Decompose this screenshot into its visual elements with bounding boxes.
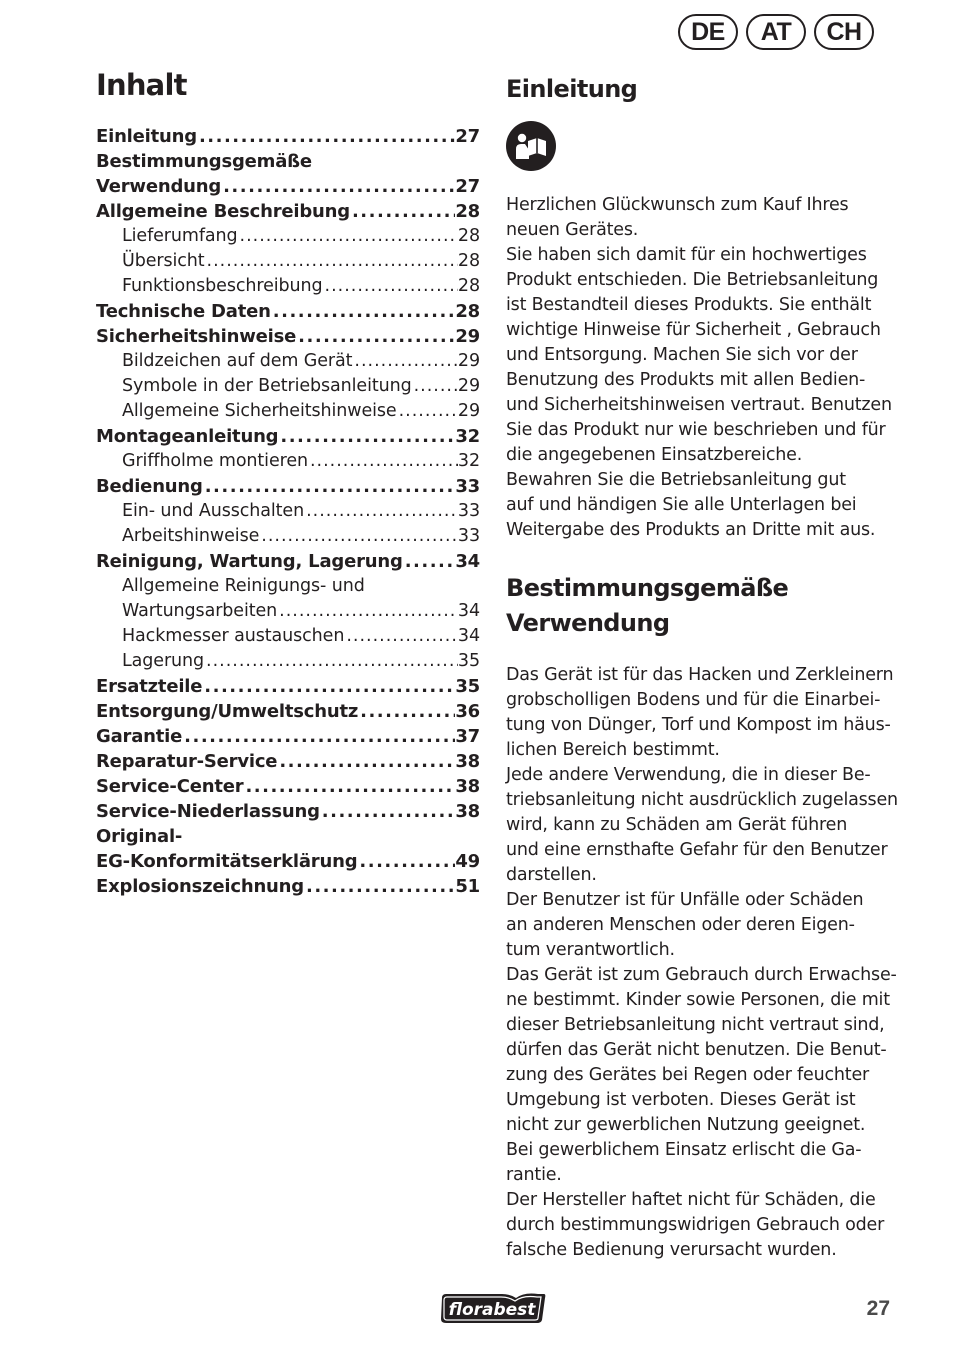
toc-entry-label: Griffholme montieren (122, 451, 308, 471)
toc-entry-label: Allgemeine Reinigungs- und (122, 576, 365, 596)
page-number: 27 (866, 1297, 890, 1320)
text-line: dürfen das Gerät nicht benutzen. Die Benut- (506, 1040, 887, 1060)
text-line: ne bestimmt. Kinder sowie Personen, die mit (506, 990, 890, 1010)
country-badge-at: AT (746, 14, 806, 50)
toc-entry-page: 35 (455, 676, 480, 697)
text-line: wichtige Hinweise für Sicherheit , Gebrauch (506, 320, 881, 340)
toc-entry (96, 499, 480, 524)
toc-entry-label: Bildzeichen auf dem Gerät (122, 351, 353, 371)
toc-leader-dots (205, 249, 458, 274)
text-line: wird, kann zu Schäden am Gerät führen (506, 815, 848, 835)
toc-entry (96, 824, 480, 849)
toc-entry-page: 34 (455, 551, 480, 572)
text-line: Benutzung des Produkts mit allen Bedien- (506, 370, 866, 390)
text-line: Weitergabe des Produkts an Dritte mit aus. (506, 520, 876, 540)
toc-entry (96, 674, 480, 699)
toc-entry-page: 33 (455, 476, 480, 497)
toc-leader-dots (403, 549, 456, 574)
toc-entry (96, 474, 480, 499)
toc-leader-dots (238, 224, 458, 249)
toc-entry-page: 29 (457, 351, 480, 371)
toc-entry (96, 324, 480, 349)
toc-entry-page: 51 (455, 876, 480, 897)
einleitung-text (506, 193, 896, 543)
toc-entry (96, 349, 480, 374)
toc-entry-label: Service-Center (96, 776, 244, 797)
toc-entry-page: 33 (457, 501, 480, 521)
text-line: Sie haben sich damit für ein hochwertiges (506, 245, 867, 265)
toc-entry-label: Arbeitshinweise (122, 526, 260, 546)
toc-entry (96, 299, 480, 324)
toc-entry-page: 38 (455, 801, 480, 822)
toc-entry-page: 34 (457, 601, 480, 621)
toc-entry-label: Wartungsarbeiten (122, 601, 278, 621)
toc-entry (96, 624, 480, 649)
toc-entry-label: Hackmesser austauschen (122, 626, 345, 646)
toc-leader-dots (277, 599, 458, 624)
toc-entry (96, 574, 480, 599)
verwendung-heading-line1: Bestimmungsgemäße (506, 574, 789, 602)
toc-entry (96, 799, 480, 824)
text-line: Bei gewerblichem Einsatz erlischt die Ga- (506, 1140, 862, 1160)
text-line: grobscholligen Bodens und für die Einarbei- (506, 690, 881, 710)
toc-entry (96, 724, 480, 749)
toc-entry-label: Bestimmungsgemäße (96, 151, 312, 172)
toc-entry-label: Verwendung (96, 176, 222, 197)
toc-entry (96, 399, 480, 424)
text-line: tum verantwortlich. (506, 940, 675, 960)
toc-entry-label: Funktionsbeschreibung (122, 276, 323, 296)
verwendung-text (506, 663, 896, 1263)
text-line: durch bestimmungswidrigen Gebrauch oder (506, 1215, 885, 1235)
toc-entry-label: Explosionszeichnung (96, 876, 304, 897)
toc-entry-label: Reinigung, Wartung, Lagerung (96, 551, 403, 572)
toc-leader-dots (221, 174, 455, 199)
toc-entry-page: 28 (457, 251, 480, 271)
toc-entry-page: 35 (457, 651, 480, 671)
toc-entry (96, 649, 480, 674)
toc-leader-dots (296, 324, 455, 349)
toc-entry (96, 524, 480, 549)
einleitung-heading: Einleitung (506, 75, 638, 103)
toc-entry-label: Technische Daten (96, 301, 271, 322)
text-line: an anderen Menschen oder deren Eigen- (506, 915, 855, 935)
toc-leader-dots (357, 849, 455, 874)
toc-entry-label: Lieferumfang (122, 226, 238, 246)
toc-entry-label: Symbole in der Betriebsanleitung (122, 376, 412, 396)
toc-entry-page: 29 (455, 326, 480, 347)
toc-entry-label: Ersatzteile (96, 676, 203, 697)
toc-entry (96, 174, 480, 199)
toc-entry-label: Allgemeine Sicherheitshinweise (122, 401, 397, 421)
country-badge-ch: CH (814, 14, 874, 50)
toc-entry-page: 32 (457, 451, 480, 471)
toc-entry-label: Lagerung (122, 651, 205, 671)
text-line: und Sicherheitshinweisen vertraut. Benutzen (506, 395, 892, 415)
text-line: Das Gerät ist für das Hacken und Zerkleinern (506, 665, 894, 685)
toc-leader-dots (271, 299, 456, 324)
toc-entry-label: Montageanleitung (96, 426, 279, 447)
toc-leader-dots (304, 499, 458, 524)
text-line: rantie. (506, 1165, 562, 1185)
toc-leader-dots (350, 199, 455, 224)
text-line: Das Gerät ist zum Gebrauch durch Erwachse- (506, 965, 897, 985)
toc-entry-page: 28 (455, 201, 480, 222)
toc-entry-label: Garantie (96, 726, 183, 747)
verwendung-heading-line2: Verwendung (506, 609, 670, 637)
toc-leader-dots (204, 649, 458, 674)
toc-entry-label: Bedienung (96, 476, 203, 497)
text-line: Jede andere Verwendung, die in dieser Be- (506, 765, 871, 785)
toc-leader-dots (243, 774, 455, 799)
toc-entry (96, 549, 480, 574)
toc-entry-label: Übersicht (122, 251, 205, 271)
toc-entry-label: Einleitung (96, 126, 197, 147)
toc-entry-label: Reparatur-Service (96, 751, 278, 772)
toc-entry (96, 274, 480, 299)
text-line: falsche Bedienung verursacht wurden. (506, 1240, 837, 1260)
toc-leader-dots (203, 474, 456, 499)
toc-entry (96, 224, 480, 249)
toc-entry-label: Allgemeine Beschreibung (96, 201, 350, 222)
text-line: Der Benutzer ist für Unfälle oder Schäden (506, 890, 864, 910)
table-of-contents (96, 68, 480, 899)
toc-leader-dots (277, 749, 455, 774)
toc-entry-page: 27 (455, 126, 480, 147)
toc-entry-page: 28 (457, 226, 480, 246)
toc-entry-label: Original- (96, 826, 183, 847)
toc-entry-page: 38 (455, 751, 480, 772)
toc-leader-dots (202, 674, 455, 699)
toc-entry (96, 249, 480, 274)
verwendung-heading (506, 571, 896, 641)
content-column (506, 72, 896, 1263)
toc-entry (96, 849, 480, 874)
toc-entry-page: 49 (455, 851, 480, 872)
country-badges (678, 14, 874, 50)
toc-entry (96, 874, 480, 899)
toc-title: Inhalt (96, 68, 187, 102)
toc-leader-dots (358, 699, 455, 724)
toc-entry-page: 37 (455, 726, 480, 747)
text-line: Bewahren Sie die Betriebsanleitung gut (506, 470, 846, 490)
toc-entry-page: 28 (455, 301, 480, 322)
toc-leader-dots (344, 624, 458, 649)
toc-entry-page: 34 (457, 626, 480, 646)
text-line: Umgebung ist verboten. Dieses Gerät ist (506, 1090, 856, 1110)
toc-leader-dots (323, 274, 458, 299)
toc-entry (96, 424, 480, 449)
toc-leader-dots (259, 524, 458, 549)
toc-entry (96, 774, 480, 799)
toc-leader-dots (304, 874, 455, 899)
toc-entry (96, 749, 480, 774)
text-line: und eine ernsthafte Gefahr für den Benutzer (506, 840, 888, 860)
toc-leader-dots (397, 399, 458, 424)
toc-leader-dots (320, 799, 456, 824)
toc-leader-dots (308, 449, 458, 474)
toc-entry-label: Ein- und Ausschalten (122, 501, 305, 521)
toc-entry-page: 29 (457, 376, 480, 396)
toc-entry (96, 599, 480, 624)
toc-entry (96, 449, 480, 474)
toc-entry-label: Entsorgung/Umweltschutz (96, 701, 359, 722)
text-line: triebsanleitung nicht ausdrücklich zugelassen (506, 790, 898, 810)
toc-entry-page: 36 (455, 701, 480, 722)
toc-entry (96, 124, 480, 149)
read-manual-icon (506, 121, 556, 171)
country-badge-de: DE (678, 14, 738, 50)
text-line: zung des Gerätes bei Regen oder feuchter (506, 1065, 870, 1085)
text-line: und Entsorgung. Machen Sie sich vor der (506, 345, 858, 365)
text-line: Der Hersteller haftet nicht für Schäden, die (506, 1190, 876, 1210)
toc-leader-dots (412, 374, 458, 399)
text-line: auf und händigen Sie alle Unterlagen bei (506, 495, 857, 515)
text-line: ist Bestandteil dieses Produkts. Sie enthält (506, 295, 872, 315)
toc-leader-dots (278, 424, 455, 449)
florabest-logo (438, 1290, 548, 1326)
text-line: die angegebenen Einsatzbereiche. (506, 445, 803, 465)
toc-entry-page: 33 (457, 526, 480, 546)
toc-entry (96, 149, 480, 174)
toc-entry-page: 38 (455, 776, 480, 797)
text-line: Sie das Produkt nur wie beschrieben und für (506, 420, 886, 440)
toc-entry-page: 27 (455, 176, 480, 197)
toc-entry (96, 374, 480, 399)
florabest-logo-text: florabest (448, 1300, 536, 1320)
text-line: neuen Gerätes. (506, 220, 639, 240)
toc-list (96, 124, 480, 899)
text-line: Produkt entschieden. Die Betriebsanleitung (506, 270, 879, 290)
toc-entry-label: EG-Konformitätserklärung (96, 851, 358, 872)
toc-leader-dots (197, 124, 455, 149)
toc-entry-label: Service-Niederlassung (96, 801, 320, 822)
toc-entry (96, 199, 480, 224)
toc-leader-dots (352, 349, 458, 374)
text-line: tung von Dünger, Torf und Kompost im häus- (506, 715, 891, 735)
verwendung-section (506, 571, 896, 1263)
toc-leader-dots (182, 724, 455, 749)
toc-entry-label: Sicherheitshinweise (96, 326, 297, 347)
toc-entry-page: 32 (455, 426, 480, 447)
toc-entry (96, 699, 480, 724)
read-manual-glyph (513, 129, 549, 163)
toc-entry-page: 29 (457, 401, 480, 421)
text-line: nicht zur gewerblichen Nutzung geeignet. (506, 1115, 866, 1135)
text-line: darstellen. (506, 865, 597, 885)
text-line: lichen Bereich bestimmt. (506, 740, 720, 760)
text-line: dieser Betriebsanleitung nicht vertraut sind, (506, 1015, 885, 1035)
text-line: Herzlichen Glückwunsch zum Kauf Ihres (506, 195, 849, 215)
toc-entry-page: 28 (457, 276, 480, 296)
